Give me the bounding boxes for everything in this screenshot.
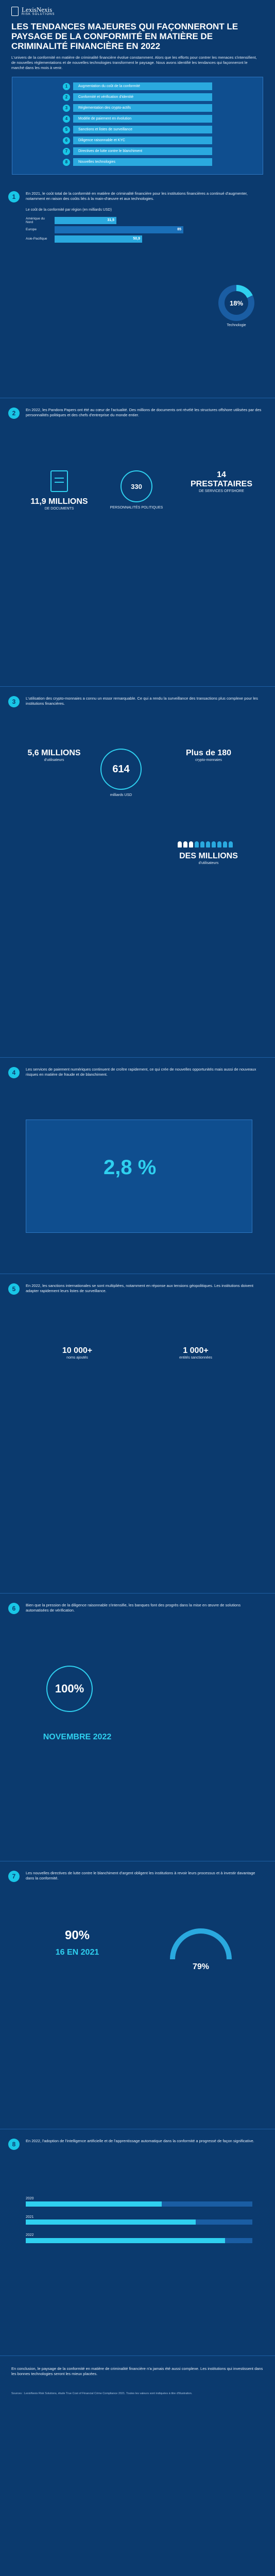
stat-value: 614 xyxy=(100,749,142,790)
progress-track xyxy=(26,2201,252,2207)
trend-label: Augmentation du coût de la conformité xyxy=(73,82,212,90)
trend-number-badge: 7 xyxy=(63,148,70,155)
section-sanctions xyxy=(0,1274,275,1594)
trend-label: Diligence raisonnable et KYC xyxy=(73,137,212,144)
stat-names xyxy=(31,1346,124,1361)
stat-currencies xyxy=(160,749,257,763)
progress-row xyxy=(26,2196,252,2207)
section-number: 7 xyxy=(8,1871,20,1882)
stat-value: 11,9 MILLIONS xyxy=(30,497,88,506)
section-cost xyxy=(0,182,275,398)
person-icon xyxy=(189,841,193,848)
section-crypto xyxy=(0,687,275,1058)
progress-label: 2022 xyxy=(26,2233,34,2237)
donut-label: Technologie xyxy=(227,324,246,327)
stat-value: 90% xyxy=(64,1928,90,1942)
person-icon xyxy=(183,841,187,848)
logo-icon xyxy=(11,7,19,16)
stat-label: DE DOCUMENTS xyxy=(44,507,74,511)
section-number: 1 xyxy=(8,191,20,202)
stat-entities xyxy=(149,1346,242,1361)
trend-label: Réglementation des crypto-actifs xyxy=(73,104,212,112)
trend-item xyxy=(12,115,263,123)
trend-label: Sanctions et listes de surveillance xyxy=(73,126,212,133)
stat-label: crypto-monnaies xyxy=(195,758,222,762)
stat-value: Plus de 180 xyxy=(185,749,232,757)
bar-row xyxy=(26,226,196,233)
payments-panel xyxy=(26,1120,252,1233)
callout-value: NOVEMBRE 2022 xyxy=(43,1733,112,1741)
stat-politicians xyxy=(103,470,170,511)
donut-value: 18% xyxy=(225,291,248,315)
conclusion xyxy=(0,2356,275,2387)
stat-label: entités sanctionnées xyxy=(179,1356,212,1360)
bar-label: Amérique du Nord xyxy=(26,216,45,224)
conclusion-text: En conclusion, le paysage de la conformité en matière de criminalité financière n'a jamais été aussi complexe. Les institutions qui investissent dans les bonnes technologies seront les mieux placées. xyxy=(11,2366,263,2376)
stat-value: 5,6 MILLIONS xyxy=(27,749,81,757)
page-title: LES TENDANCES MAJEURES QUI FAÇONNERONT LE PAYSAGE DE LA CONFORMITÉ EN MATIÈRE DE CRIMINALITÉ FINANCIÈRE EN 2022 xyxy=(11,22,238,51)
progress-track xyxy=(26,2238,252,2243)
trend-item xyxy=(12,126,263,133)
progress-fill xyxy=(26,2238,225,2243)
section-number: 5 xyxy=(8,1283,20,1295)
trend-number-badge: 4 xyxy=(63,115,70,123)
trend-number-badge: 5 xyxy=(63,126,70,133)
section-kyc xyxy=(0,1594,275,1861)
donut-ring xyxy=(218,285,254,321)
progress-fill xyxy=(26,2219,196,2225)
section-payments xyxy=(0,1058,275,1274)
progress-label: 2020 xyxy=(26,2197,34,2200)
bar-row xyxy=(26,235,196,243)
trend-label: Modèle de paiement en évolution xyxy=(73,115,212,123)
stat-providers xyxy=(185,470,257,494)
document-icon xyxy=(50,470,68,492)
person-icon xyxy=(195,841,199,848)
person-icon xyxy=(223,841,227,848)
brand-logo xyxy=(11,5,264,18)
stat-label: PERSONNALITÉS POLITIQUES xyxy=(110,506,163,510)
tech-progress-bars xyxy=(26,2196,252,2251)
section-number: 4 xyxy=(8,1067,20,1078)
section-text: En 2021, le coût total de la conformité en matière de criminalité financière pour les institutions financières a continué d'augmenter, notamment en raison des coûts liés à la main-d'œuvre et aux technologies. xyxy=(26,191,248,201)
stat-label: DE SERVICES OFFSHORE xyxy=(199,489,244,493)
chart-subtitle: Le coût de la conformité par région (en milliards USD) xyxy=(26,208,112,212)
section-text: L'utilisation des crypto-monnaies a connu un essor remarquable. Ce qui a rendu la surveillance des transactions plus complexe pour les institutions financières. xyxy=(26,696,258,706)
kyc-callout xyxy=(31,1733,124,1742)
brand-sub: RISK SOLUTIONS xyxy=(22,13,55,16)
people-icon-grid xyxy=(178,841,239,848)
stat-value: 1 000+ xyxy=(183,1346,209,1355)
aml-stats xyxy=(31,1928,124,1957)
trend-item xyxy=(12,104,263,112)
person-icon xyxy=(217,841,221,848)
section-pandora xyxy=(0,398,275,687)
trend-number-badge: 2 xyxy=(63,94,70,101)
bar-label: Asie-Pacifique xyxy=(26,237,47,241)
stat-label: d'utilisateurs xyxy=(198,861,219,865)
section-number: 8 xyxy=(8,2139,20,2150)
trend-list xyxy=(12,77,263,175)
section-text: En 2022, l'adoption de l'intelligence artificielle et de l'apprentissage automatique dans la conformité a progressé de façon significative. xyxy=(26,2139,254,2143)
stat-label: d'utilisateurs xyxy=(44,758,64,762)
trend-item xyxy=(12,158,263,166)
person-icon xyxy=(212,841,216,848)
stat-label: milliards USD xyxy=(110,793,132,797)
payments-value: 2,8 % xyxy=(104,1156,157,1179)
progress-row xyxy=(26,2215,252,2225)
person-icon xyxy=(229,841,233,848)
brand-name: LexisNexis xyxy=(22,6,53,13)
trend-number-badge: 1 xyxy=(63,83,70,90)
stat-label: noms ajoutés xyxy=(66,1356,88,1360)
progress-fill xyxy=(26,2201,162,2207)
intro-text: L'univers de la conformité en matière de criminalité financière évolue constamment. Alors que les efforts pour contrer les menaces s'intensifient, de nouvelles réglementations et de nouvelles technologies transforment le paysage. Nous avons identifié les tendances qui façonneront le marché dans les mois à venir. xyxy=(11,55,257,70)
bar-row xyxy=(26,217,196,224)
stat-value: 330 xyxy=(121,470,152,502)
section-number: 2 xyxy=(8,408,20,419)
bar-value: 85 xyxy=(55,226,183,233)
tech-donut xyxy=(218,285,254,328)
progress-track xyxy=(26,2219,252,2225)
section-text: En 2022, les Pandora Papers ont été au cœur de l'actualité. Des millions de documents ont révélé les structures offshore utilisées par des personnalités politiques et des chefs d'entreprise du monde entier. xyxy=(26,408,262,417)
trend-label: Directives de lutte contre le blanchiment xyxy=(73,147,212,155)
trend-item xyxy=(12,147,263,155)
progress-row xyxy=(26,2233,252,2243)
gauge-arc xyxy=(170,1928,232,1959)
section-number: 6 xyxy=(8,1603,20,1614)
header xyxy=(0,0,275,71)
trend-label: Conformité et vérification d'identité xyxy=(73,93,212,101)
kyc-highlight xyxy=(31,1666,108,1712)
section-text: En 2022, les sanctions internationales se sont multipliées, notamment en réponse aux tensions géopolitiques. Les institutions doivent adapter rapidement leurs listes de surveillance. xyxy=(26,1283,253,1293)
section-text: Les nouvelles directives de lutte contre le blanchiment d'argent obligent les institutions à revoir leurs processus et à investir davantage dans la conformité. xyxy=(26,1871,255,1880)
section-text: Bien que la pression de la diligence raisonnable s'intensifie, les banques font des progrès dans la mise en œuvre de solutions automatisées de vérification. xyxy=(26,1603,241,1613)
stat-value: 100% xyxy=(46,1666,93,1712)
cost-bar-chart xyxy=(26,217,196,243)
trend-number-badge: 3 xyxy=(63,105,70,112)
gauge-value: 79% xyxy=(192,1962,210,1971)
stat-users xyxy=(26,749,82,763)
trend-item xyxy=(12,93,263,101)
trend-label: Nouvelles technologies xyxy=(73,158,212,166)
section-technology xyxy=(0,2129,275,2356)
bar-label: Europe xyxy=(26,228,37,231)
aml-gauge xyxy=(154,1928,247,1972)
stat-millions-users xyxy=(160,841,257,866)
progress-label: 2021 xyxy=(26,2215,34,2219)
stat-documents xyxy=(26,470,93,512)
stat-billions xyxy=(93,749,149,798)
section-number: 3 xyxy=(8,696,20,707)
section-aml xyxy=(0,1861,275,2129)
bar-value: 31,5 xyxy=(55,217,116,224)
stat-value: 10 000+ xyxy=(62,1346,93,1355)
trend-item xyxy=(12,137,263,144)
footnotes: Sources : LexisNexis Risk Solutions, étude True Cost of Financial Crime Compliance 2021. Toutes les valeurs sont indiquées à titre d'illustration. xyxy=(11,2392,193,2395)
bar-value: 50,9 xyxy=(55,235,142,243)
stat-value-secondary: 16 EN 2021 xyxy=(55,1948,99,1957)
trend-number-badge: 8 xyxy=(63,159,70,166)
trend-number-badge: 6 xyxy=(63,137,70,144)
section-text: Les services de paiement numériques continuent de croître rapidement, ce qui crée de nouvelles opportunités mais aussi de nouveaux risques en matière de fraude et de blanchiment. xyxy=(26,1067,256,1077)
person-icon xyxy=(206,841,210,848)
stat-value: DES MILLIONS xyxy=(179,852,238,860)
person-icon xyxy=(178,841,182,848)
person-icon xyxy=(200,841,204,848)
trend-item xyxy=(12,82,263,90)
stat-value: 14 PRESTATAIRES xyxy=(190,470,252,488)
